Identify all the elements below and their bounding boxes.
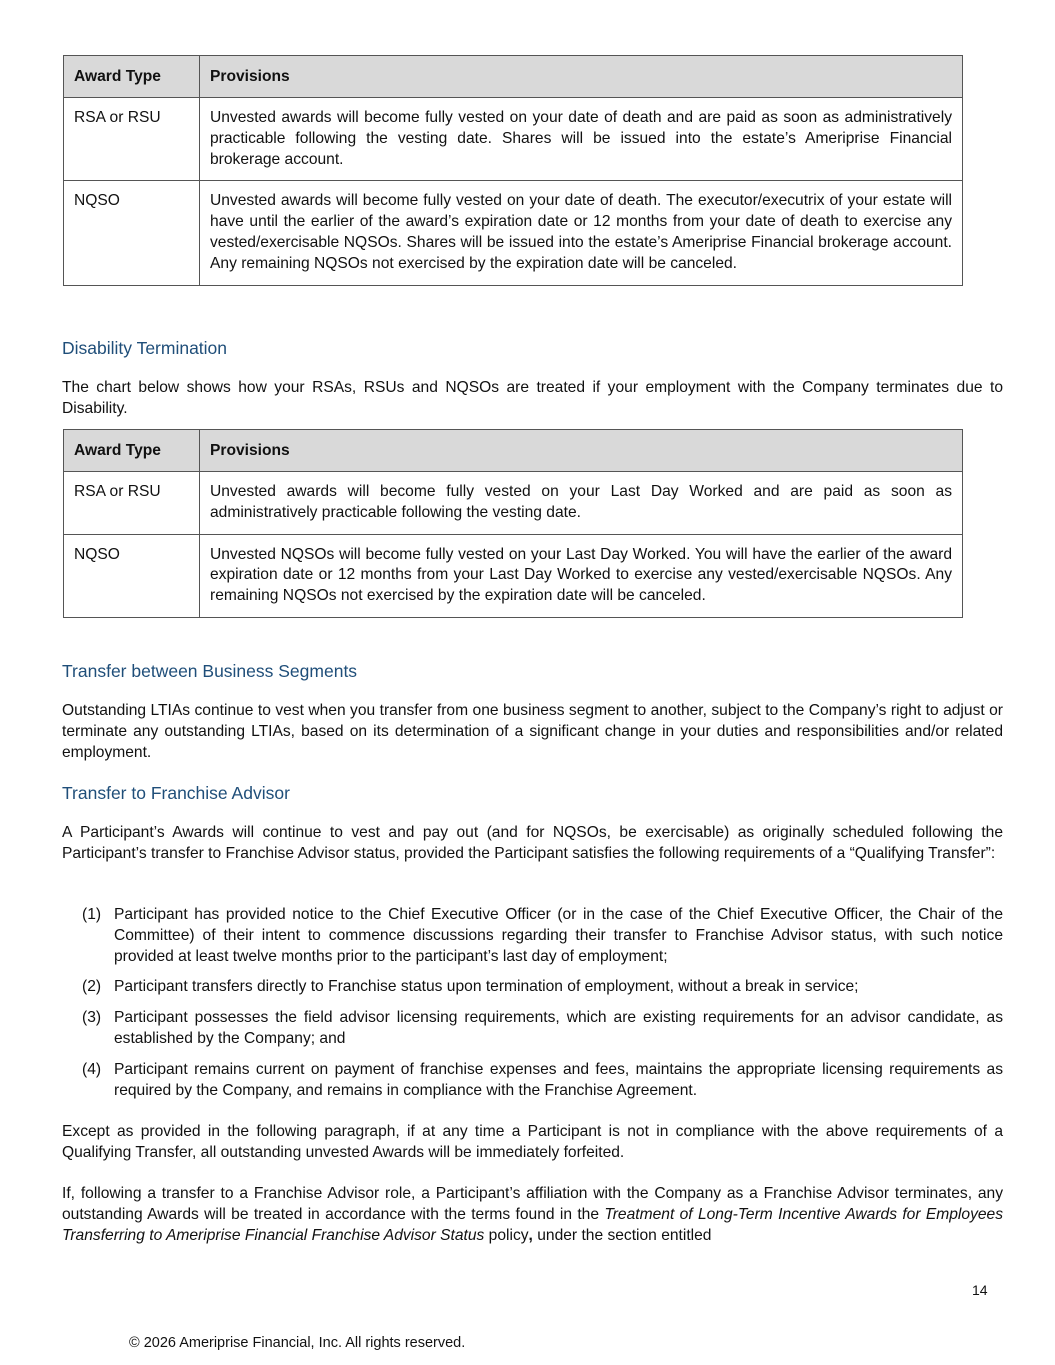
section-heading-disability: Disability Termination <box>62 338 228 358</box>
list-text: Participant possesses the field advisor licensing requirements, which are existing requirements for an advisor candidate, as established by the Company; and <box>114 1009 1003 1047</box>
table-row <box>64 98 963 181</box>
provisions-text: Unvested awards will become fully vested on your Last Day Worked and are paid as soon as administratively practicable following the vesting date. <box>210 483 952 521</box>
page-number: 14 <box>972 1282 988 1298</box>
list-item <box>62 905 1003 967</box>
list-item <box>62 977 1003 998</box>
section-heading-segments: Transfer between Business Segments <box>62 661 358 681</box>
copyright-footer: © 2026 Ameriprise Financial, Inc. All rights reserved. <box>129 1335 466 1351</box>
list-text: Participant remains current on payment of franchise expenses and fees, maintains the appropriate licensing requirements as required by the Company, and remains in compliance with the Franchise Agreement. <box>114 1060 1003 1099</box>
paragraph-text: , <box>528 1226 533 1244</box>
column-header: Award Type <box>64 56 200 98</box>
award-type-cell: RSA or RSU <box>64 98 200 181</box>
table-row <box>64 181 963 285</box>
list-number: (3) <box>82 1009 102 1027</box>
list-item <box>62 1060 1003 1102</box>
disability-provisions-table <box>63 429 963 618</box>
column-header: Provisions <box>200 56 963 98</box>
policy-title: Treatment of Long-Term Incentive Awards for Employees Transferring to Ameriprise Financial Franchise Advisor Status <box>62 1205 1004 1244</box>
award-type-cell: NQSO <box>64 534 200 617</box>
provisions-cell <box>200 98 963 181</box>
provisions-cell <box>200 534 963 617</box>
column-header: Award Type <box>64 430 200 472</box>
award-type-cell: NQSO <box>64 181 200 285</box>
termination-paragraph <box>62 1184 1003 1246</box>
column-header: Provisions <box>200 430 963 472</box>
list-number: (4) <box>82 1060 102 1078</box>
segments-body: Outstanding LTIAs continue to vest when you transfer from one business segment to another, subject to the Company’s right to adjust or terminate any outstanding LTIAs, based on its determination of a significant change in your duties and responsibilities and/or related employment. <box>62 702 1003 761</box>
table-header-row <box>64 430 963 472</box>
table-header-row <box>64 56 963 98</box>
provisions-text: Unvested awards will become fully vested on your date of death. The executor/executrix of your estate will have until the earlier of the award’s expiration date or 12 months from your date of death to exercise any vested/exercisable NQSOs. Shares will be issued into the estate’s Ameriprise Financial brokerage account. Any remaining NQSOs not exercised by the expiration date will be canceled. <box>210 192 952 272</box>
table-row <box>64 472 963 535</box>
forfeiture-paragraph: Except as provided in the following paragraph, if at any time a Participant is not in compliance with the above requirements of a Qualifying Transfer, all outstanding unvested Awards will be immediately forfeited. <box>62 1123 1003 1161</box>
list-number: (1) <box>82 906 102 923</box>
section-heading-franchise: Transfer to Franchise Advisor <box>62 783 290 803</box>
table-row <box>64 534 963 617</box>
disability-intro: The chart below shows how your RSAs, RSUs and NQSOs are treated if your employment with the Company terminates due to Disability. <box>62 379 1003 417</box>
award-type-cell: RSA or RSU <box>64 472 200 535</box>
provisions-cell <box>200 181 963 285</box>
list-text: Participant has provided notice to the Chief Executive Officer (or in the case of the Chief Executive Officer, the Chair of the Committee) of their intent to commence discussions regarding their transfer to Franchise Advisor status, with such notice provided at least twelve months prior to the participant’s last day of employment; <box>114 906 1003 965</box>
provisions-text: Unvested NQSOs will become fully vested on your Last Day Worked. You will have the earlier of the award expiration date or 12 months from your Last Day Worked to exercise any vested/exercisable NQSOs. Any remaining NQSOs not exercised by the expiration date will be canceled. <box>210 545 952 605</box>
provisions-text: Unvested awards will become fully vested on your date of death and are paid as soon as administratively practicable following the vesting date. Shares will be issued into the estate’s Ameriprise Financial brokerage account. <box>210 109 952 168</box>
paragraph-text: If, following a transfer to a Franchise Advisor role, a Participant’s affiliation with the Company as a Franchise Advisor terminates, any outstanding Awards will be treated in accordance with the terms found in the <box>62 1185 1003 1223</box>
death-provisions-table <box>63 55 963 286</box>
qualifying-transfer-list <box>62 905 1003 1111</box>
list-number: (2) <box>82 978 102 996</box>
provisions-cell <box>200 472 963 535</box>
paragraph-text: policy <box>484 1226 529 1244</box>
franchise-intro: A Participant’s Awards will continue to vest and pay out (and for NQSOs, be exercisable) as originally scheduled following the Participant’s transfer to Franchise Advisor status, provided the Participant satisfies the following requirements of a “Qualifying Transfer”: <box>62 824 1003 862</box>
list-text: Participant transfers directly to Franchise status upon termination of employment, without a break in service; <box>114 978 859 996</box>
paragraph-text: under the section entitled <box>532 1226 712 1244</box>
list-item <box>62 1008 1003 1050</box>
